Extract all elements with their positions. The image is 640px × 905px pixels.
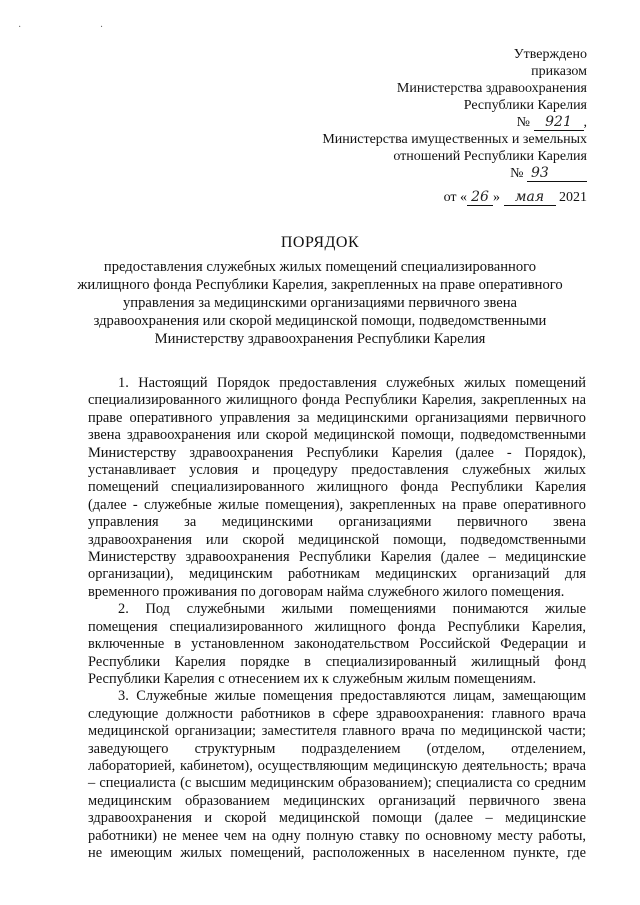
paragraph-3 bbox=[88, 688, 586, 862]
text-line: праве оперативного управления за медицинскими организациями первичного bbox=[88, 409, 586, 426]
paragraph-1 bbox=[88, 375, 586, 601]
approval-stamp-block bbox=[322, 46, 587, 182]
approval-line: Республики Карелия bbox=[463, 98, 587, 113]
text-line: заведующего структурным подразделением (отделом, отделением, bbox=[88, 740, 586, 757]
handwritten-order-number-2: 93 bbox=[527, 166, 587, 182]
document-subtitle bbox=[40, 258, 600, 348]
text-line: здравоохранения или скорой медицинской помощи, подведомственными bbox=[88, 531, 586, 548]
date-year: 2021 bbox=[559, 190, 587, 205]
document-heading bbox=[40, 234, 600, 348]
approval-date bbox=[444, 190, 587, 206]
number-suffix: , bbox=[583, 115, 587, 130]
handwritten-date-month: мая bbox=[504, 190, 556, 206]
text-line: Министерству здравоохранения Республики Карелия (далее - Порядок), bbox=[88, 444, 586, 461]
approval-line: Утверждено bbox=[513, 47, 587, 62]
date-prefix: от « bbox=[443, 190, 467, 205]
text-line: 1. Настоящий Порядок предоставления служебных жилых помещений bbox=[118, 375, 586, 391]
text-line: лабораторией, кабинетом), осуществляющим медицинскую деятельность; врача bbox=[88, 757, 586, 774]
text-line: медицинской организации; заместителя главного врача по медицинской части; bbox=[88, 723, 586, 740]
text-line: управления за медицинскими организациями первичного звена bbox=[88, 514, 586, 531]
text-line: (далее - служебные жилые помещения), закрепленных на праве оперативного bbox=[88, 496, 586, 513]
text-line: помещений специализированного жилищного фонда Республики Карелия bbox=[88, 479, 586, 496]
subtitle-line: управления за медицинскими организациями первичного звена bbox=[122, 295, 518, 311]
text-line: не имеющим жилых помещений, расположенных в населенном пункте, где bbox=[88, 844, 586, 861]
handwritten-date-day: 26 bbox=[467, 190, 493, 206]
order-number-row-2 bbox=[322, 165, 587, 182]
text-line: 3. Служебные жилые помещения предоставляются лицам, замещающим bbox=[118, 688, 586, 705]
text-line: 2. Под служебными жилыми помещениями понимаются жилые bbox=[118, 601, 586, 618]
document-body bbox=[88, 375, 586, 862]
handwritten-order-number-1: 921 bbox=[534, 115, 584, 131]
scan-specks: · · bbox=[18, 22, 142, 33]
document-title: ПОРЯДОК bbox=[280, 234, 360, 251]
text-line: временного проживания по договорам найма служебного жилого помещения. bbox=[88, 583, 565, 600]
text-line: Республики Карелия с отнесением их к служебным жилым помещениям. bbox=[88, 670, 537, 687]
text-line: работники) не менее чем на одну полную ставку по основному месту работы, bbox=[88, 827, 586, 844]
subtitle-line: здравоохранения или скорой медицинской помощи, подведомственными bbox=[93, 313, 547, 329]
paragraph-2 bbox=[88, 601, 586, 688]
text-line: здравоохранения и скорой медицинской помощи (далее – медицинские bbox=[88, 810, 586, 827]
text-line: Министерству здравоохранения Республики Карелия (далее – медицинские bbox=[88, 549, 586, 566]
approval-line: отношений Республики Карелия bbox=[393, 149, 587, 164]
text-line: медицинским образованием медицинских организаций первичного звена bbox=[88, 792, 586, 809]
approval-line: Министерства имущественных и земельных bbox=[322, 132, 587, 147]
text-line: устанавливает условия и процедуру предоставления служебных жилых bbox=[88, 462, 586, 479]
subtitle-line: Министерству здравоохранения Республики Карелия bbox=[154, 331, 486, 347]
date-mid: » bbox=[493, 190, 500, 205]
text-line: – специалиста (с высшим медицинским образованием); специалиста со средним bbox=[88, 775, 586, 792]
subtitle-line: жилищного фонда Республики Карелия, закрепленных на праве оперативного bbox=[77, 277, 563, 293]
text-line: звена здравоохранения или скорой медицинской помощи, подведомственными bbox=[88, 427, 586, 444]
number-sign: № bbox=[516, 115, 530, 130]
text-line: следующие должности работников в сфере здравоохранения: главного врача bbox=[88, 705, 586, 722]
text-line: включенные в установленном законодательством Российской Федерации и bbox=[88, 636, 586, 653]
text-line: Республики Карелия порядке в специализированный жилищный фонд bbox=[88, 653, 586, 670]
approval-line: приказом bbox=[531, 64, 587, 79]
text-line: специализированного жилищного фонда Республики Карелия, закрепленных на bbox=[88, 392, 586, 409]
text-line: организации), медицинским работникам медицинских организаций для bbox=[88, 566, 586, 583]
approval-line: Министерства здравоохранения bbox=[396, 81, 587, 96]
text-line: помещения специализированного жилищного фонда Республики Карелия, bbox=[88, 618, 586, 635]
subtitle-line: предоставления служебных жилых помещений специализированного bbox=[103, 259, 537, 275]
number-sign: № bbox=[510, 166, 524, 181]
order-number-row-1 bbox=[322, 114, 587, 131]
